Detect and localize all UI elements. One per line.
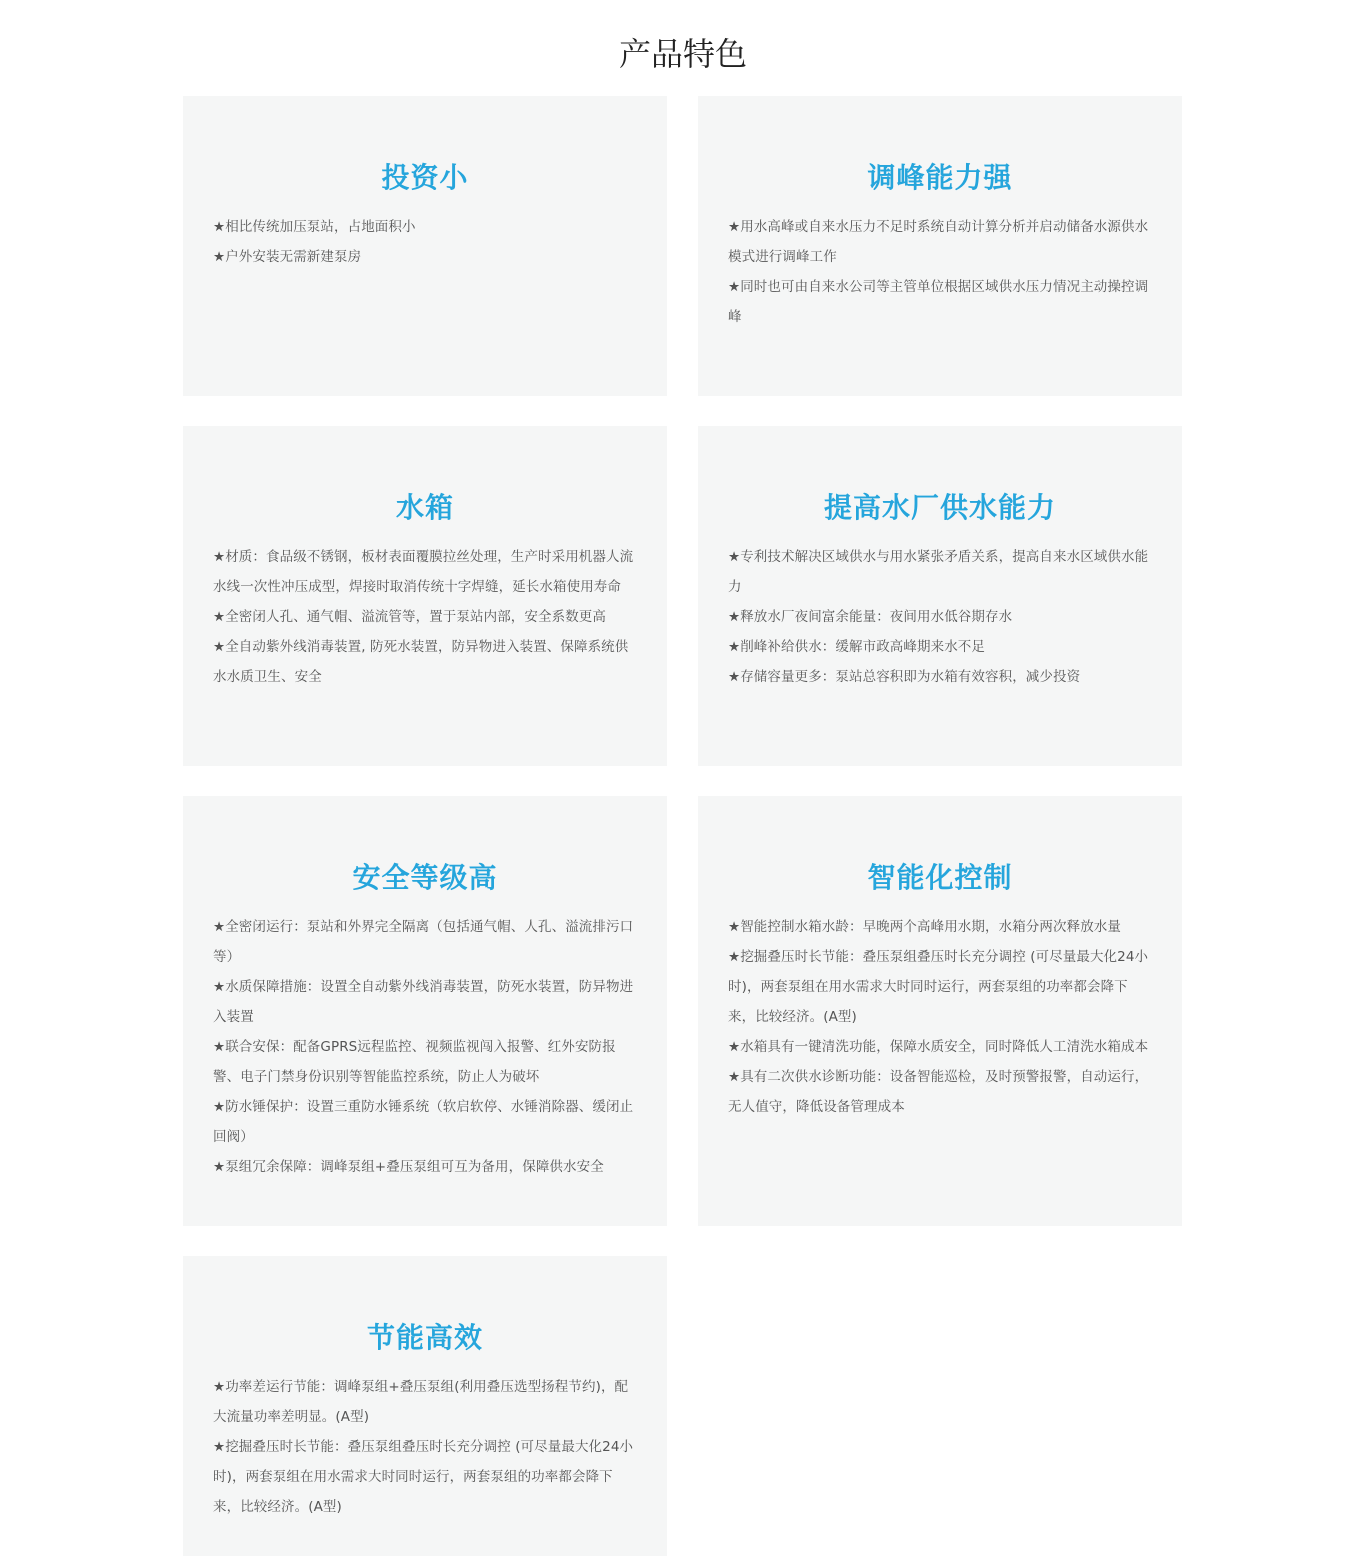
feature-item: ★相比传统加压泵站，占地面积小 (213, 219, 416, 235)
feature-card-peak-regulation (698, 96, 1182, 396)
feature-item: ★专利技术解决区域供水与用水紧张矛盾关系，提高自来水区域供水能力 (728, 549, 1149, 595)
feature-item: ★水箱具有一键清洗功能，保障水质安全，同时降低人工清洗水箱成本 (728, 1039, 1149, 1055)
feature-card-high-safety (183, 796, 667, 1226)
card-title: 安全等级高 (352, 861, 498, 894)
feature-card-energy-saving (183, 1256, 667, 1556)
card-title: 投资小 (381, 161, 469, 194)
feature-item: ★削峰补给供水：缓解市政高峰期来水不足 (728, 639, 986, 655)
feature-item: ★存储容量更多：泵站总容积即为水箱有效容积，减少投资 (728, 669, 1081, 685)
feature-list (213, 212, 637, 272)
feature-item: ★全密闭人孔、通气帽、溢流管等，置于泵站内部，安全系数更高 (213, 609, 607, 625)
feature-item: ★具有二次供水诊断功能：设备智能巡检，及时预警报警，自动运行，无人值守，降低设备管理成本 (728, 1069, 1149, 1115)
feature-card-supply-capacity (698, 426, 1182, 766)
feature-item: ★材质：食品级不锈钢，板材表面覆膜拉丝处理，生产时采用机器人流水线一次性冲压成型，焊接时取消传统十字焊缝，延长水箱使用寿命 (213, 549, 634, 595)
feature-list (213, 1372, 637, 1522)
feature-item: ★联合安保：配备GPRS远程监控、视频监视闯入报警、红外安防报警、电子门禁身份识别等智能监控系统，防止人为破坏 (213, 1039, 616, 1085)
feature-list (728, 212, 1152, 332)
feature-item: ★泵组冗余保障：调峰泵组+叠压泵组可互为备用，保障供水安全 (213, 1159, 604, 1175)
card-title: 节能高效 (366, 1321, 483, 1354)
feature-list (213, 912, 637, 1182)
feature-item: ★释放水厂夜间富余能量：夜间用水低谷期存水 (728, 609, 1013, 625)
feature-list (728, 542, 1152, 692)
feature-item: ★用水高峰或自来水压力不足时系统自动计算分析并启动储备水源供水模式进行调峰工作 (728, 219, 1149, 265)
feature-item: ★全密闭运行：泵站和外界完全隔离（包括通气帽、人孔、溢流排污口等） (213, 919, 634, 965)
feature-list (728, 912, 1152, 1122)
feature-list (213, 542, 637, 692)
feature-item: ★同时也可由自来水公司等主管单位根据区域供水压力情况主动操控调峰 (728, 279, 1149, 325)
feature-item: ★挖掘叠压时长节能：叠压泵组叠压时长充分调控 (可尽量最大化24小时)，两套泵组在用水需求大时同时运行，两套泵组的功率都会降下来，比较经济。(A型) (728, 949, 1149, 1025)
page-title: 产品特色 (618, 35, 747, 73)
feature-item: ★智能控制水箱水龄：早晚两个高峰用水期，水箱分两次释放水量 (728, 919, 1122, 935)
card-title: 调峰能力强 (867, 161, 1013, 194)
feature-item: ★水质保障措施：设置全自动紫外线消毒装置，防死水装置，防异物进入装置 (213, 979, 634, 1025)
feature-card-water-tank (183, 426, 667, 766)
feature-card-low-investment (183, 96, 667, 396)
feature-item: ★功率差运行节能：调峰泵组+叠压泵组(利用叠压选型扬程节约)，配大流量功率差明显。(A型) (213, 1379, 629, 1425)
card-title: 提高水厂供水能力 (823, 491, 1056, 524)
feature-item: ★户外安装无需新建泵房 (213, 249, 362, 265)
feature-item: ★全自动紫外线消毒装置, 防死水装置，防异物进入装置、保障系统供水水质卫生、安全 (213, 639, 629, 685)
feature-item: ★挖掘叠压时长节能：叠压泵组叠压时长充分调控 (可尽量最大化24小时)，两套泵组在用水需求大时同时运行，两套泵组的功率都会降下来，比较经济。(A型) (213, 1439, 634, 1515)
card-title: 智能化控制 (867, 861, 1013, 894)
feature-item: ★防水锤保护：设置三重防水锤系统（软启软停、水锤消除器、缓闭止回阀） (213, 1099, 634, 1145)
card-title: 水箱 (395, 491, 454, 524)
feature-card-smart-control (698, 796, 1182, 1226)
